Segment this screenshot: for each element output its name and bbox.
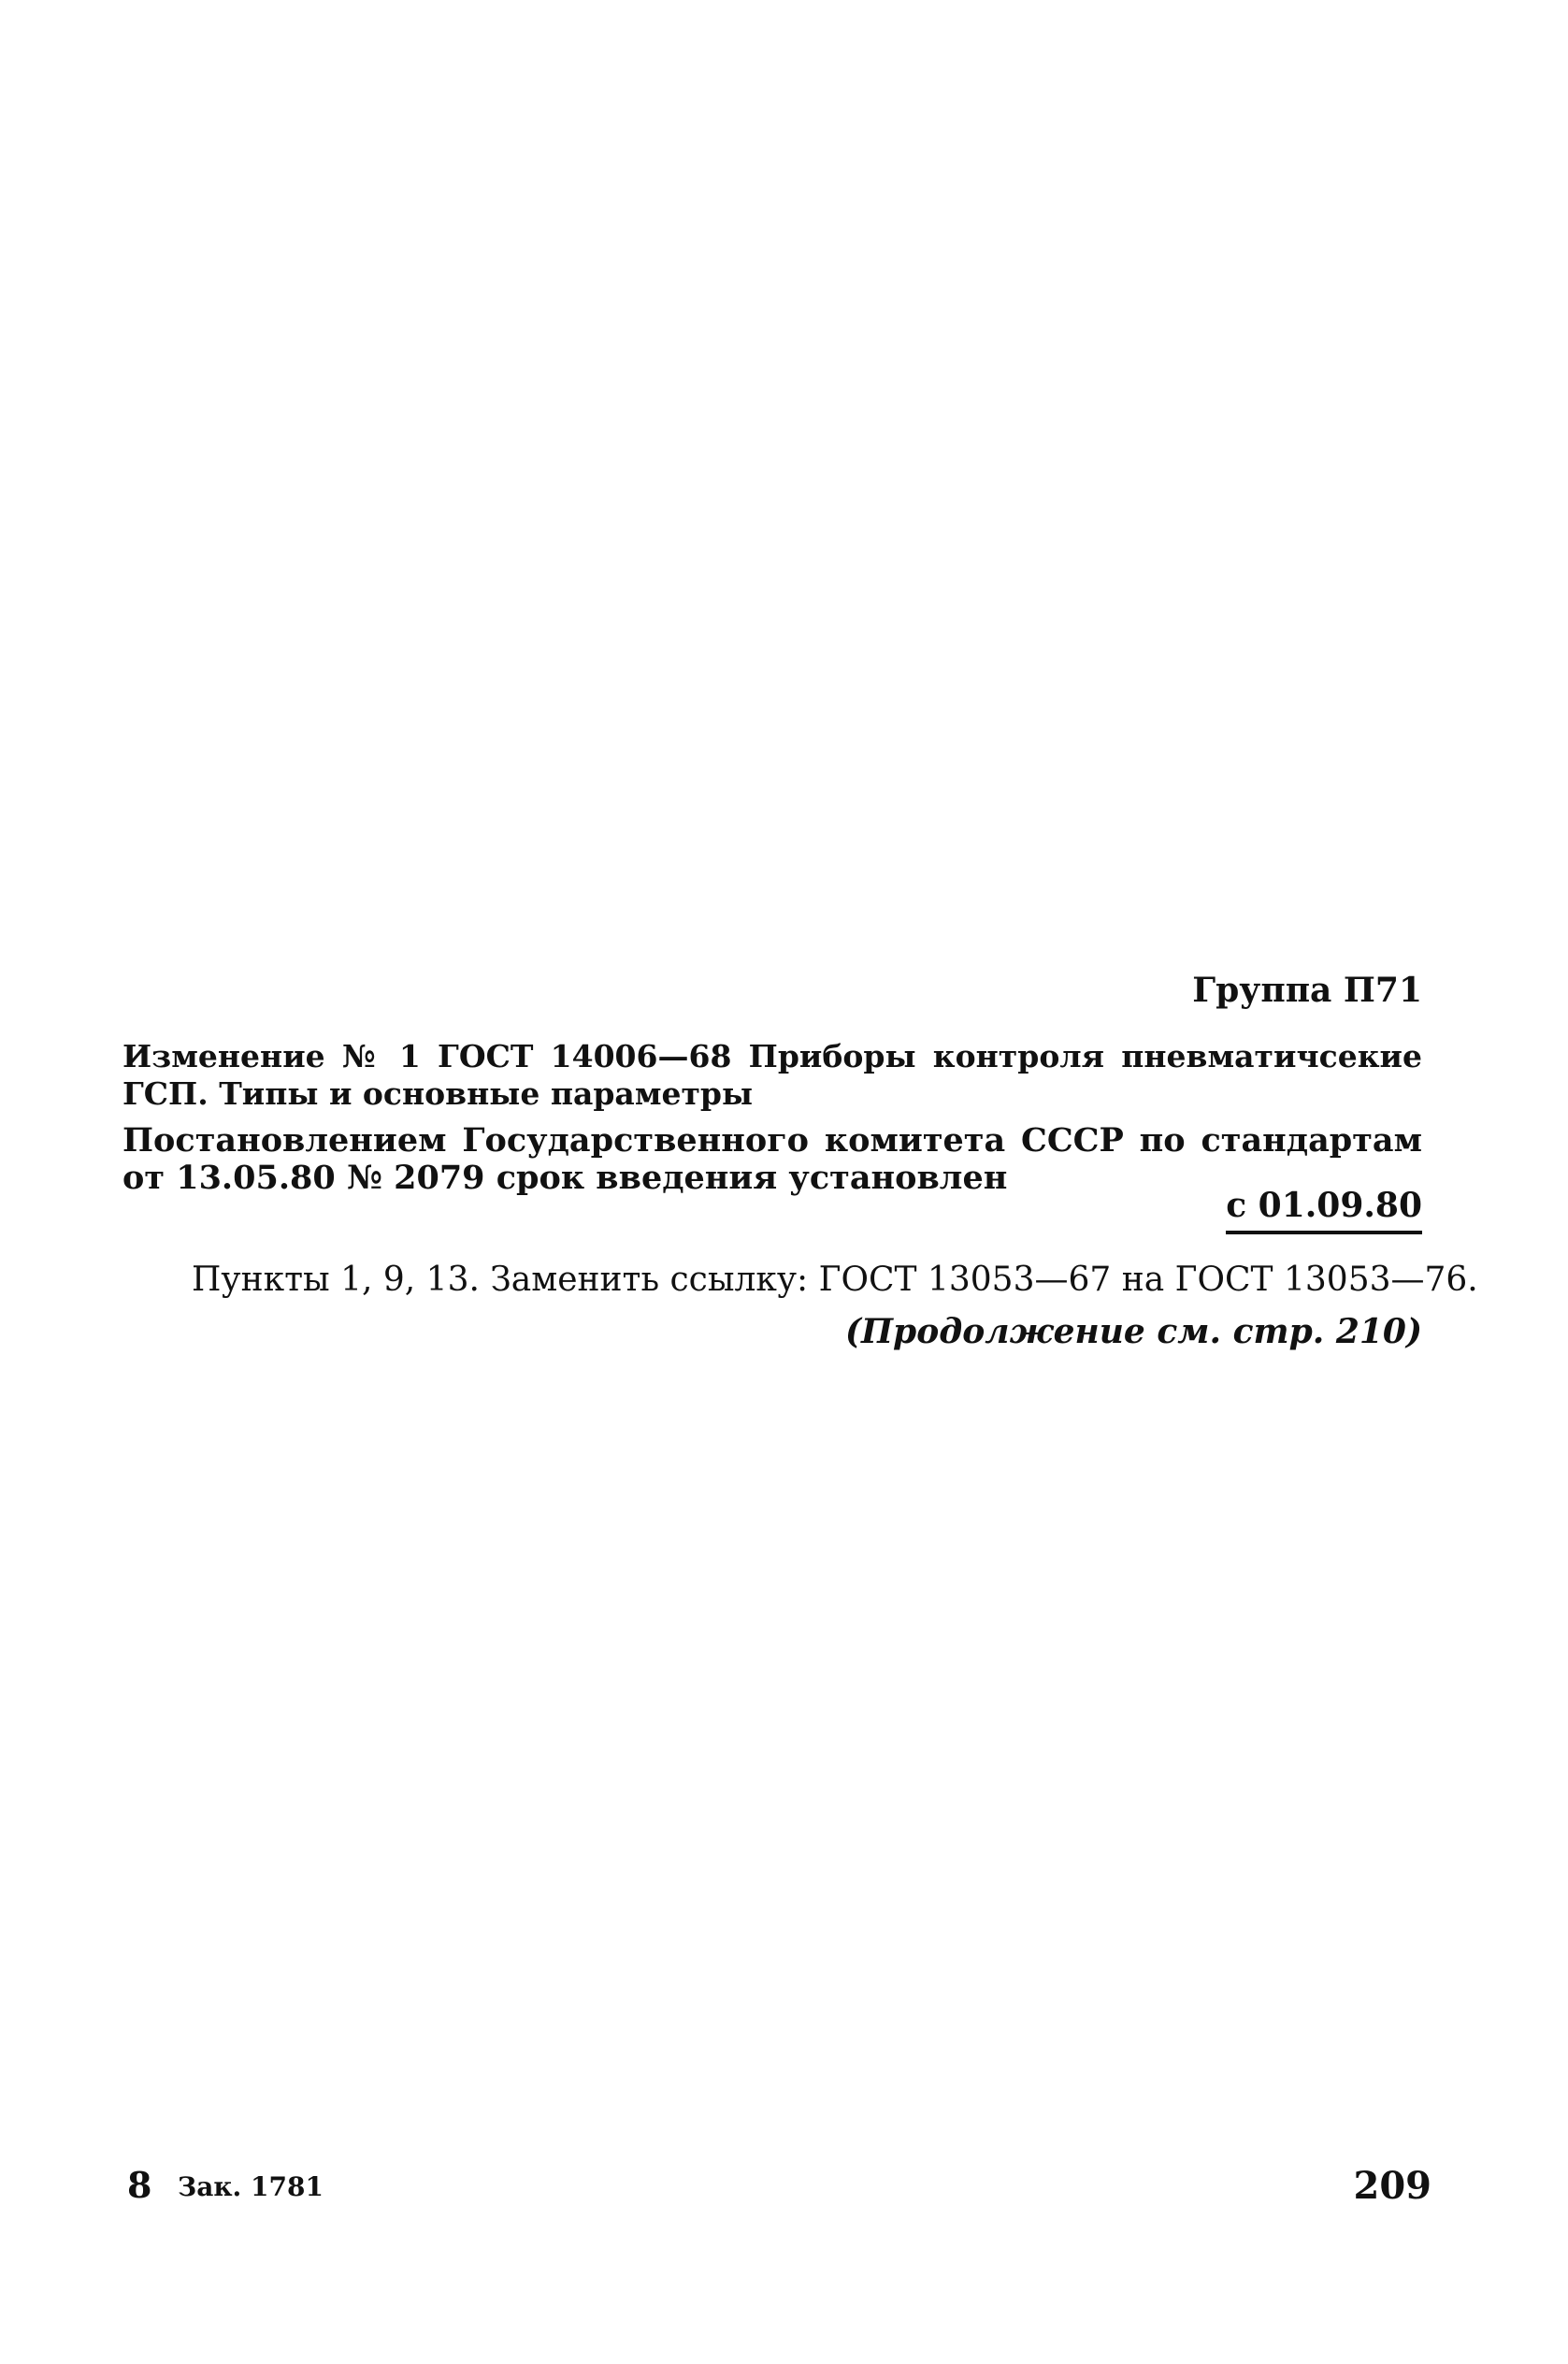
- footer-page-number: 209: [1353, 2164, 1431, 2208]
- amendment-title: Изменение № 1 ГОСТ 14006—68 Приборы контроля пневматичсекие ГСП. Типы и основные параметры: [122, 1038, 1422, 1112]
- continuation-note: (Продолжение см. стр. 210): [844, 1312, 1422, 1351]
- decree-text: Постановлением Государственного комитета СССР по стандартам от 13.05.80 № 2079 срок введения установлен: [122, 1121, 1422, 1197]
- group-label: Группа П71: [1192, 971, 1422, 1010]
- footer-order-number: Зак. 1781: [178, 2171, 324, 2202]
- effective-date: с 01.09.80: [1226, 1186, 1422, 1234]
- footer-sheet-number: 8: [127, 2164, 152, 2206]
- body-text: Пункты 1, 9, 13. Заменить ссылку: ГОСТ 13053—67 на ГОСТ 13053—76.: [192, 1261, 1478, 1299]
